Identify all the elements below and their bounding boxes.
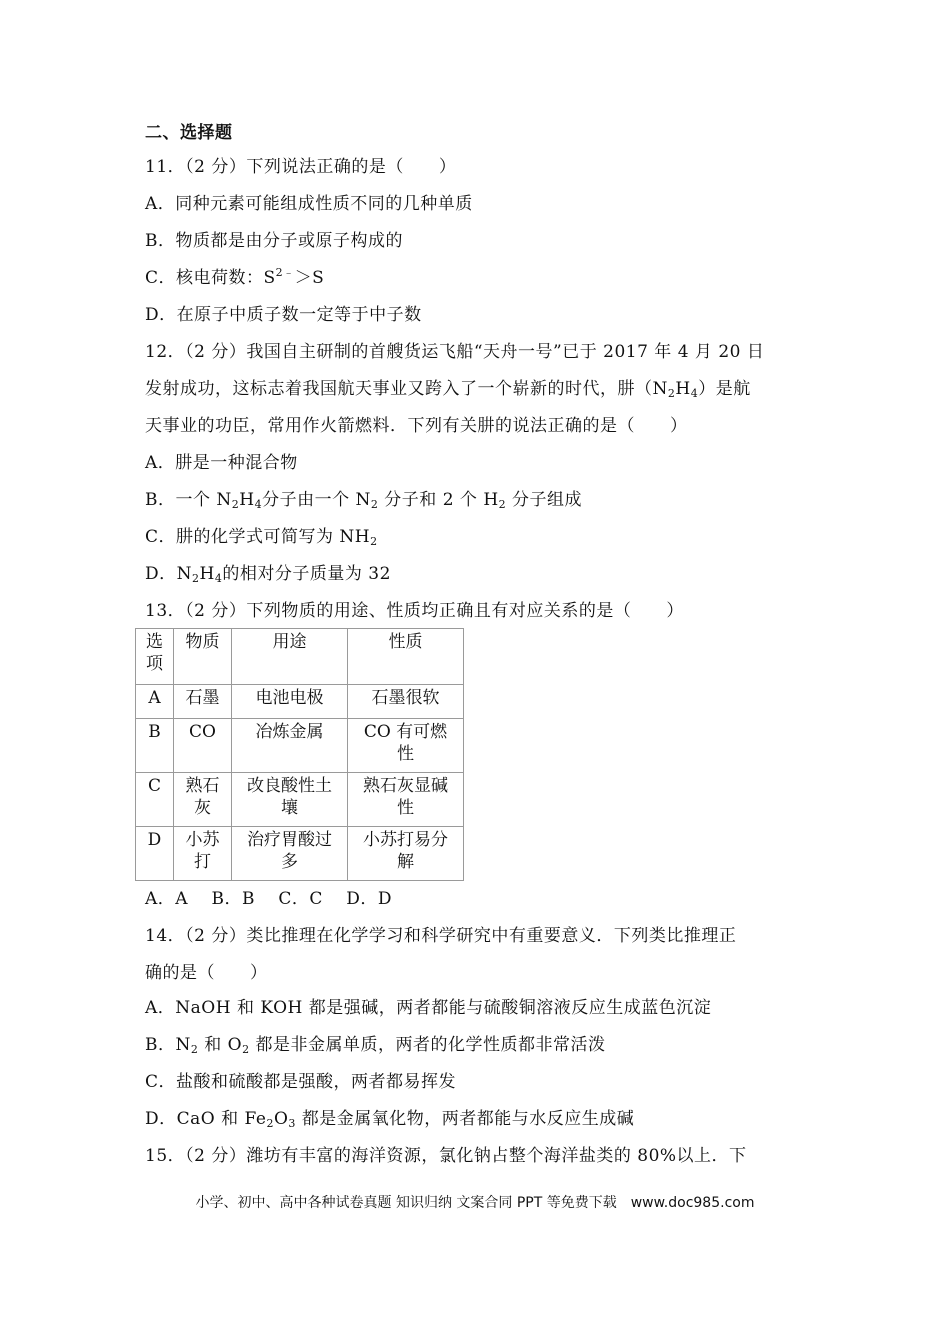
- q12-b-text: H: [239, 490, 255, 510]
- q12-subscript: 4: [690, 387, 699, 400]
- q12-option-b: [145, 485, 582, 511]
- table-row: [136, 685, 464, 719]
- q14-b-text: 和 O: [198, 1035, 243, 1055]
- q12-d-text: H: [199, 564, 215, 584]
- table-cell: A: [136, 685, 174, 719]
- q14-d-text: O: [273, 1109, 289, 1129]
- table-cell: 小苏 打: [174, 827, 232, 881]
- table-cell: 改良酸性土 壤: [232, 773, 348, 827]
- q12-b-text: B．一个 N: [145, 490, 232, 510]
- table-cell: 电池电极: [232, 685, 348, 719]
- table-cell: 冶炼金属: [232, 719, 348, 773]
- section-title: 二、选择题: [145, 123, 233, 143]
- table-cell: C: [136, 773, 174, 827]
- q12-stem-line1: 12．（2 分）我国自主研制的首艘货运飞船“天舟一号”已于 2017 年 4 月 20 日: [145, 342, 765, 362]
- table-cell: 石墨很软: [348, 685, 464, 719]
- q12-d-text: 的相对分子质量为 32: [222, 564, 391, 584]
- table-row: [136, 773, 464, 827]
- table-row: [136, 827, 464, 881]
- table-header-cell: 性质: [348, 629, 464, 685]
- q12-b-subscript: 4: [254, 498, 263, 511]
- q14-option-d: [145, 1104, 634, 1130]
- table-row: [136, 719, 464, 773]
- page-footer: 小学、初中、高中各种试卷真题 知识归纳 文案合同 PPT 等免费下载 www.doc985.com: [195, 1195, 755, 1211]
- table-cell: B: [136, 719, 174, 773]
- table-header-cell: 选 项: [136, 629, 174, 685]
- q11-c-text: C．核电荷数：S: [145, 268, 276, 288]
- q14-d-text: 都是金属氧化物，两者都能与水反应生成碱: [295, 1109, 635, 1129]
- q11-option-d: D．在原子中质子数一定等于中子数: [145, 305, 422, 325]
- q12-c-subscript: 2: [370, 535, 378, 548]
- q12-b-subscript: 2: [498, 498, 507, 511]
- table-header-cell: 用途: [232, 629, 348, 685]
- q15-stem-line1: 15．（2 分）潍坊有丰富的海洋资源，氯化钠占整个海洋盐类的 80%以上．下: [145, 1146, 747, 1166]
- q12-option-c: [145, 522, 378, 548]
- q12-line2-text: H: [675, 379, 691, 399]
- q13-options-table: [135, 628, 464, 881]
- q12-subscript: 2: [667, 387, 676, 400]
- table-cell: D: [136, 827, 174, 881]
- q14-option-b: [145, 1030, 606, 1056]
- q11-option-a: A．同种元素可能组成性质不同的几种单质: [145, 194, 473, 214]
- q14-d-subscript: 2: [266, 1117, 274, 1130]
- q12-d-subscript: 2: [192, 572, 200, 585]
- table-cell: 治疗胃酸过 多: [232, 827, 348, 881]
- q11-option-b: B．物质都是由分子或原子构成的: [145, 231, 403, 251]
- q11-c-superscript: 2﹣: [275, 266, 295, 279]
- q14-d-subscript: 3: [288, 1117, 296, 1130]
- q13-answer-options: A．A B．B C．C D．D: [145, 889, 393, 909]
- q14-d-text: D．CaO 和 Fe: [145, 1109, 267, 1129]
- q12-b-text: 分子组成: [506, 490, 583, 510]
- q12-c-text: C．肼的化学式可简写为 NH: [145, 527, 371, 547]
- table-cell: 小苏打易分 解: [348, 827, 464, 881]
- table-header-row: [136, 629, 464, 685]
- q11-stem: 11．（2 分）下列说法正确的是（ ）: [145, 157, 457, 177]
- q12-line2-text: 发射成功，这标志着我国航天事业又跨入了一个崭新的时代，肼（N: [145, 379, 668, 399]
- table-header-cell: 物质: [174, 629, 232, 685]
- q12-option-d: [145, 559, 391, 585]
- q12-b-text: 分子由一个 N: [262, 490, 371, 510]
- table-cell: 熟石 灰: [174, 773, 232, 827]
- q12-b-subscript: 2: [231, 498, 240, 511]
- q11-c-text-end: ＞S: [294, 268, 325, 288]
- table-cell: CO: [174, 719, 232, 773]
- q14-stem-line1: 14．（2 分）类比推理在化学学习和科学研究中有重要意义．下列类比推理正: [145, 926, 737, 946]
- q12-stem-line2: [145, 374, 751, 400]
- table-cell: 石墨: [174, 685, 232, 719]
- q14-b-subscript: 2: [242, 1043, 250, 1056]
- q14-stem-line2: 确的是（ ）: [145, 963, 268, 983]
- q14-option-c: C．盐酸和硫酸都是强酸，两者都易挥发: [145, 1072, 457, 1092]
- q12-line2-text: ）是航: [698, 379, 751, 399]
- q11-option-c: [145, 263, 324, 288]
- table-cell: CO 有可燃 性: [348, 719, 464, 773]
- q12-d-subscript: 4: [214, 572, 223, 585]
- q12-d-text: D．N: [145, 564, 193, 584]
- q14-b-text: B．N: [145, 1035, 191, 1055]
- q14-b-text: 都是非金属单质，两者的化学性质都非常活泼: [249, 1035, 606, 1055]
- table-cell: 熟石灰显碱 性: [348, 773, 464, 827]
- q12-b-text: 分子和 2 个 H: [378, 490, 499, 510]
- q14-b-subscript: 2: [190, 1043, 199, 1056]
- q13-stem: 13．（2 分）下列物质的用途、性质均正确且有对应关系的是（ ）: [145, 601, 684, 621]
- q12-stem-line3: 天事业的功臣，常用作火箭燃料．下列有关肼的说法正确的是（ ）: [145, 416, 688, 436]
- q14-option-a: A．NaOH 和 KOH 都是强碱，两者都能与硫酸铜溶液反应生成蓝色沉淀: [145, 998, 712, 1018]
- q12-option-a: A．肼是一种混合物: [145, 453, 298, 473]
- q12-b-subscript: 2: [370, 498, 379, 511]
